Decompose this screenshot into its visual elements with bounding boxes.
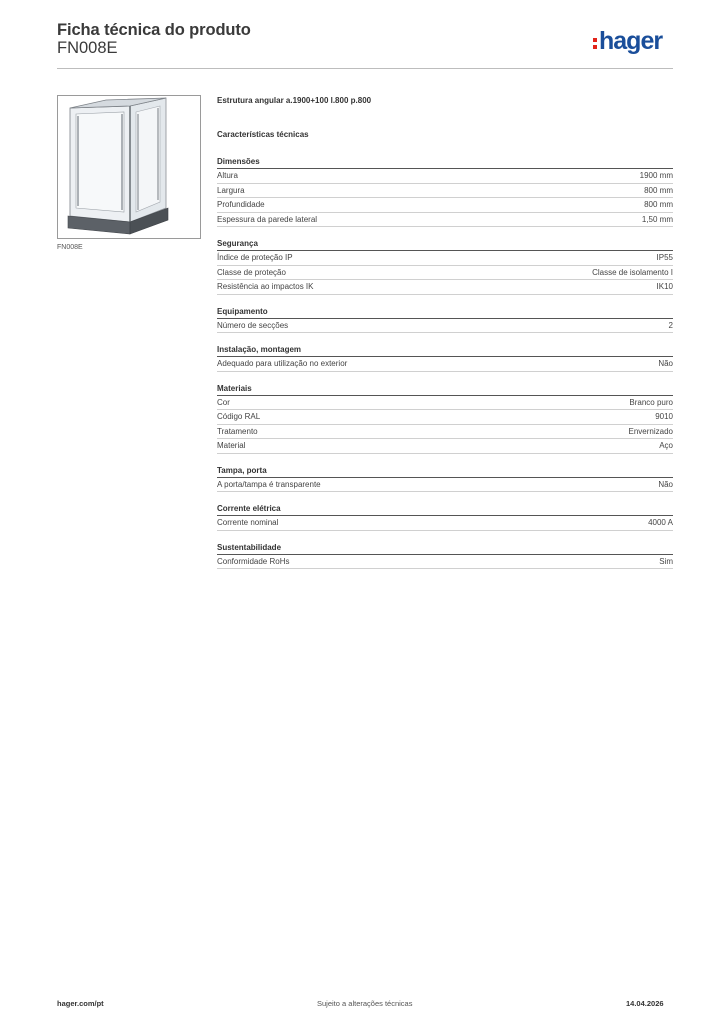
spec-label: Corrente nominal bbox=[217, 518, 279, 527]
spec-label: Conformidade RoHs bbox=[217, 556, 290, 566]
spec-group-title: Tampa, porta bbox=[217, 464, 673, 478]
spec-label: Número de secções bbox=[217, 320, 289, 330]
image-caption: FN008E bbox=[57, 244, 83, 251]
spec-label: A porta/tampa é transparente bbox=[217, 479, 321, 489]
spec-group-title: Dimensões bbox=[217, 155, 673, 169]
spec-group-title: Materiais bbox=[217, 382, 673, 396]
spec-row bbox=[217, 357, 673, 372]
spec-value: Classe de isolamento I bbox=[592, 267, 673, 277]
spec-label: Largura bbox=[217, 185, 245, 195]
logo-dots-icon bbox=[593, 38, 597, 49]
spec-row bbox=[217, 169, 673, 184]
spec-label: Cor bbox=[217, 397, 230, 407]
spec-group-title: Sustentabilidade bbox=[217, 541, 673, 555]
spec-table bbox=[217, 155, 673, 579]
spec-label: Espessura da parede lateral bbox=[217, 214, 318, 224]
spec-value: 9010 bbox=[655, 412, 673, 421]
spec-group-title: Segurança bbox=[217, 237, 673, 251]
spec-label: Tratamento bbox=[217, 426, 258, 436]
spec-label: Altura bbox=[217, 171, 238, 180]
spec-group bbox=[217, 464, 673, 493]
spec-value: 800 mm bbox=[644, 185, 673, 195]
spec-value: Sim bbox=[659, 556, 673, 566]
spec-row bbox=[217, 184, 673, 199]
spec-label: Profundidade bbox=[217, 200, 265, 209]
page-title: Ficha técnica do produto bbox=[57, 21, 251, 39]
spec-group bbox=[217, 237, 673, 295]
footer-website[interactable]: hager.com/pt bbox=[57, 999, 104, 1008]
spec-row bbox=[217, 516, 673, 531]
spec-group bbox=[217, 305, 673, 334]
logo-text: hager bbox=[599, 27, 663, 55]
spec-group-title: Corrente elétrica bbox=[217, 502, 673, 516]
product-name: Estrutura angular a.1900+100 l.800 p.800 bbox=[217, 96, 372, 105]
spec-group bbox=[217, 541, 673, 570]
footer-note: Sujeito a alterações técnicas bbox=[317, 999, 413, 1008]
spec-group bbox=[217, 382, 673, 454]
spec-label: Material bbox=[217, 441, 246, 450]
spec-row bbox=[217, 280, 673, 295]
spec-row bbox=[217, 213, 673, 228]
spec-row bbox=[217, 439, 673, 454]
spec-group-title: Instalação, montagem bbox=[217, 343, 673, 357]
spec-row bbox=[217, 396, 673, 411]
product-code: FN008E bbox=[57, 39, 118, 57]
footer-date: 14.04.2026 bbox=[626, 999, 664, 1008]
spec-value: 2 bbox=[668, 320, 673, 330]
spec-value: Não bbox=[658, 479, 673, 489]
spec-label: Código RAL bbox=[217, 412, 261, 421]
spec-value: 1,50 mm bbox=[641, 214, 673, 224]
spec-group-title: Equipamento bbox=[217, 305, 673, 319]
spec-group bbox=[217, 155, 673, 227]
spec-row bbox=[217, 251, 673, 266]
spec-label: Resistência ao impactos IK bbox=[217, 282, 314, 291]
spec-value: Branco puro bbox=[629, 397, 673, 407]
spec-row bbox=[217, 555, 673, 570]
spec-value: 800 mm bbox=[644, 200, 673, 209]
spec-label: Adequado para utilização no exterior bbox=[217, 359, 348, 368]
cabinet-frame-icon bbox=[58, 96, 200, 238]
spec-row bbox=[217, 478, 673, 493]
spec-row bbox=[217, 425, 673, 440]
enclosure-cabinet-image bbox=[57, 95, 201, 239]
spec-value: IP55 bbox=[656, 253, 673, 262]
spec-row bbox=[217, 319, 673, 334]
spec-group bbox=[217, 343, 673, 372]
spec-value: 4000 A bbox=[648, 518, 673, 527]
spec-row bbox=[217, 198, 673, 213]
hager-logo bbox=[593, 27, 662, 56]
spec-row bbox=[217, 410, 673, 425]
section-title: Características técnicas bbox=[217, 130, 309, 139]
spec-value: Envernizado bbox=[628, 426, 673, 436]
spec-value: Não bbox=[658, 359, 673, 368]
spec-value: Aço bbox=[659, 441, 673, 450]
spec-label: Classe de proteção bbox=[217, 267, 286, 277]
spec-value: IK10 bbox=[656, 282, 673, 291]
spec-label: Índice de proteção IP bbox=[217, 253, 293, 262]
header-divider bbox=[57, 68, 673, 69]
spec-value: 1900 mm bbox=[639, 171, 673, 180]
spec-row bbox=[217, 266, 673, 281]
spec-group bbox=[217, 502, 673, 531]
